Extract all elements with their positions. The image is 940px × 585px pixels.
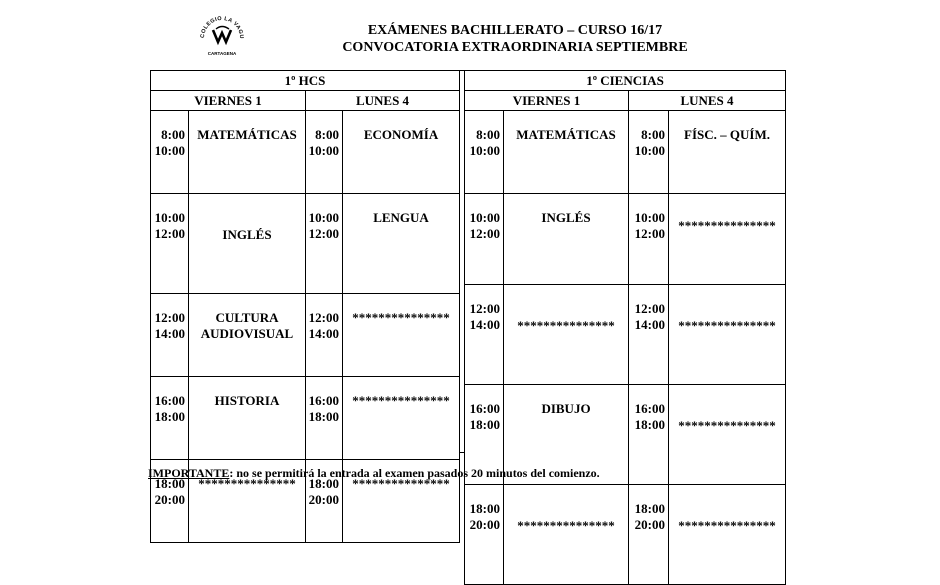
time-slot: 8:00 10:00 [151,111,189,194]
time-slot: 18:00 20:00 [306,460,343,543]
day-header: VIERNES 1 [465,91,629,111]
time-slot: 16:00 18:00 [151,377,189,460]
schedule-table-ciencias [464,70,786,585]
subject-cell: *************** [343,460,460,543]
time-slot: 12:00 14:00 [629,285,669,385]
note-label: IMPORTANTE [148,466,230,480]
table-row [151,194,460,294]
logo-text-top: COLEGIO LA VAGU [199,15,245,40]
table-row [465,111,786,194]
time-slot: 12:00 14:00 [465,285,504,385]
time-slot: 10:00 12:00 [465,194,504,285]
table-row [465,485,786,585]
subject-cell: *************** [504,285,629,385]
table-row [151,111,460,194]
group-header: 1º HCS [151,71,460,91]
time-slot: 16:00 18:00 [629,385,669,485]
note-text: : no se permitirá la entrada al examen pasados 20 minutos del comienzo. [229,466,600,480]
time-slot: 16:00 18:00 [306,377,343,460]
time-slot: 18:00 20:00 [629,485,669,585]
subject-cell: DIBUJO [504,385,629,485]
subject-cell: *************** [669,285,786,385]
subject-cell: INGLÉS [189,194,306,294]
school-logo [196,8,248,60]
page-title: EXÁMENES BACHILLERATO – CURSO 16/17 [367,23,663,38]
day-header: LUNES 4 [306,91,460,111]
subject-cell: ECONOMÍA [343,111,460,194]
subject-cell: CULTURA AUDIOVISUAL [189,294,306,377]
time-slot: 10:00 12:00 [306,194,343,294]
subject-cell: FÍSC. – QUÍM. [669,111,786,194]
time-slot: 12:00 14:00 [306,294,343,377]
subject-cell: LENGUA [343,194,460,294]
logo-text-bottom: CARTAGENA [207,51,237,56]
table-row [151,377,460,460]
time-slot: 18:00 20:00 [151,460,189,543]
time-slot: 12:00 14:00 [151,294,189,377]
time-slot: 18:00 20:00 [465,485,504,585]
time-slot: 10:00 12:00 [151,194,189,294]
table-row [151,294,460,377]
subject-cell: MATEMÁTICAS [504,111,629,194]
subject-cell: INGLÉS [504,194,629,285]
subject-cell: *************** [669,194,786,285]
time-slot: 10:00 12:00 [629,194,669,285]
subject-cell: HISTORIA [189,377,306,460]
table-row [465,285,786,385]
time-slot: 16:00 18:00 [465,385,504,485]
page-subtitle: CONVOCATORIA EXTRAORDINARIA SEPTIEMBRE [342,40,688,55]
subject-cell: *************** [504,485,629,585]
time-slot: 8:00 10:00 [465,111,504,194]
subject-cell: *************** [669,385,786,485]
day-header: LUNES 4 [629,91,786,111]
day-header: VIERNES 1 [151,91,306,111]
subject-cell: *************** [669,485,786,585]
important-note [148,466,600,481]
time-slot: 8:00 10:00 [306,111,343,194]
subject-cell: MATEMÁTICAS [189,111,306,194]
table-row [465,194,786,285]
subject-cell: *************** [189,460,306,543]
subject-cell: *************** [343,377,460,460]
time-slot: 8:00 10:00 [629,111,669,194]
subject-cell: *************** [343,294,460,377]
group-header: 1º CIENCIAS [465,71,786,91]
